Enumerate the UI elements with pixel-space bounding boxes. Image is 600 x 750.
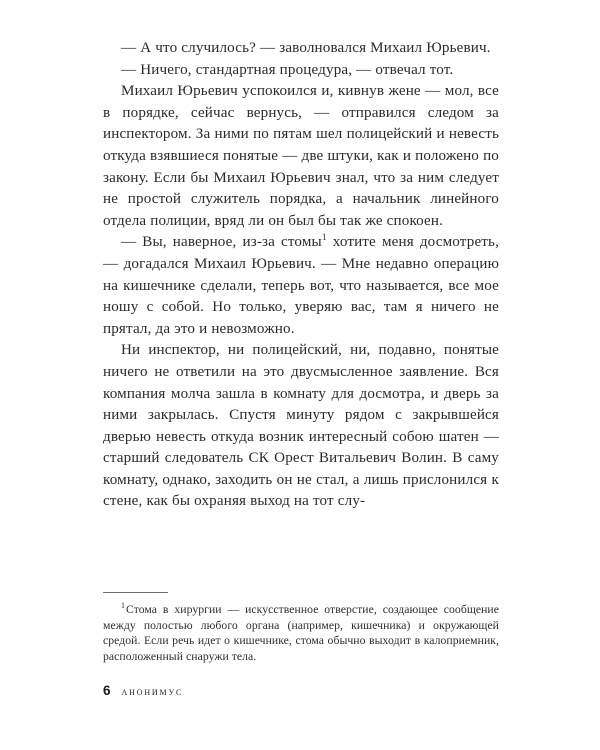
body-paragraph: Михаил Юрьевич успокоился и, кивнув жене — мол, все в порядке, сейчас вернусь, — отправился следом за инспектором. За ними по пятам шел полицейский и невесть откуда взявшиеся понятые — две штуки, как и положено по закону. Если бы Михаил Юрьевич знал, что за ним следует не простой служитель порядка, а начальник линейного отдела полиции, вряд ли он был бы так же спокоен. <box>103 83 499 229</box>
paragraph-text-before-footnote-ref: — Вы, наверное, из-за стомы <box>121 234 322 251</box>
body-paragraph: — А что случилось? — заволновался Михаил Юрьевич. <box>121 40 491 56</box>
footnote-separator-rule <box>103 592 168 593</box>
body-text-column <box>103 38 499 513</box>
footnote-text <box>103 602 499 665</box>
footnote-number: 1 <box>121 601 126 611</box>
body-paragraph: Ни инспектор, ни полицейский, ни, подавно, понятые ничего не ответили на это двусмысленное заявление. Вся компания молча зашла в комнату для досмотра, и дверь за ними закрылась. Спустя минуту рядом с закрывшейся дверью невесть откуда возник интересный собою шатен — старший следователь СК Орест Витальевич Волин. В саму комнату, однако, заходить он не стал, а лишь прислонился к стене, как бы охраняя выход на тот слу- <box>103 342 499 510</box>
running-footer <box>103 683 183 698</box>
running-title: анонимус <box>121 686 184 698</box>
page-number: 6 <box>103 683 111 698</box>
paragraph-text-after-footnote-ref: хотите меня досмотреть, — догадался Михаил Юрьевич. — Мне недавно операцию на кишечнике сделали, теперь вот, что называется, все мое ношу с собой. Но только, уверяю вас, там я ничего не прятал, да это и невозможно. <box>103 234 499 337</box>
footnote-reference-marker[interactable]: 1 <box>321 233 327 244</box>
body-paragraph: — Ничего, стандартная процедура, — отвечал тот. <box>121 61 454 78</box>
body-paragraph <box>103 232 499 340</box>
footnote-area <box>103 592 499 665</box>
footnote-body: Стома в хирургии — искусственное отверстие, создающее сообщение между полостью любого органа (например, кишечника) и окружающей средой. Если речь идет о кишечнике, стома обычно выходит в калоприемник, расположенный снаружи тела. <box>103 603 499 664</box>
